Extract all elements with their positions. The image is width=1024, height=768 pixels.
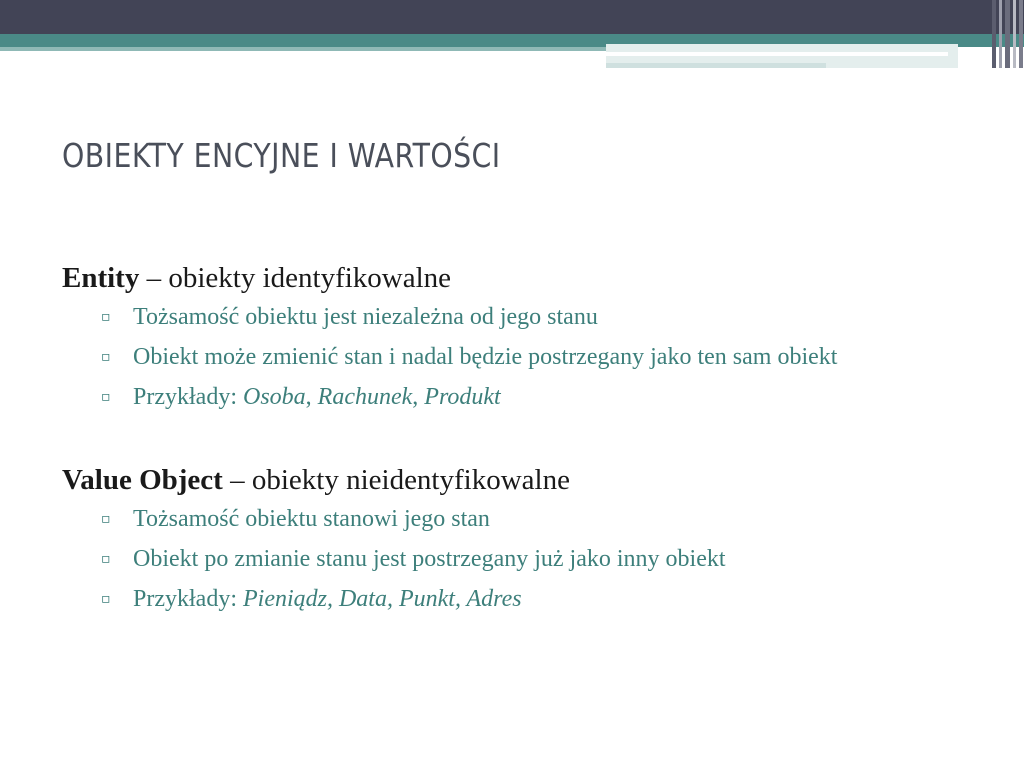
bullet-item [62,582,953,616]
bullet-text: Tożsamość obiektu jest niezależna od jego stanu [133,304,598,330]
bullet-list [62,300,962,414]
bullet-prefix: Przykłady: [133,586,243,612]
examples-text: Pieniądz, Data, Punkt, Adres [242,586,522,612]
header-edge-stripes [990,0,1024,68]
example-item: Produkt [424,384,501,410]
bullet-item [62,380,953,414]
bullet-item [62,502,953,536]
header-right-line [606,52,948,56]
header-dark-band [0,0,1024,34]
section-heading [62,460,962,500]
header-right-line-lower [606,63,826,68]
bullet-marker-icon: ▫ [101,511,111,527]
bullet-text: Tożsamość obiektu stanowi jego stan [133,506,490,532]
bullet-marker-icon: ▫ [101,591,111,607]
heading-term: Value Object [62,464,223,496]
heading-term: Entity [62,262,140,294]
section-value-object [62,460,962,616]
bullet-marker-icon: ▫ [101,349,111,365]
example-item: Rachunek [317,384,413,410]
heading-rest: – obiekty identyfikowalne [139,262,452,294]
slide-body [62,258,962,622]
bullet-marker-icon: ▫ [101,389,111,405]
bullet-prefix: Przykłady: [133,384,243,410]
bullet-item [62,542,953,576]
bullet-item [62,340,953,374]
heading-rest: – obiekty nieidentyfikowalne [222,464,570,496]
section-heading [62,258,962,298]
bullet-marker-icon: ▫ [101,551,111,567]
header-teal-light-band [0,47,608,51]
section-entity [62,258,962,414]
bullet-text: Obiekt może zmienić stan i nadal będzie postrzegany jako ten sam obiekt [133,344,838,370]
bullet-text: Obiekt po zmianie stanu jest postrzegany już jako inny obiekt [133,546,726,572]
example-item: Osoba [242,384,306,410]
bullet-item [62,300,953,334]
bullet-marker-icon: ▫ [101,309,111,325]
slide-title: OBIEKTY ENCYJNE I WARTOŚCI [62,136,501,175]
bullet-list [62,502,962,616]
example-sep: , [412,384,425,410]
example-sep: , [305,384,318,410]
